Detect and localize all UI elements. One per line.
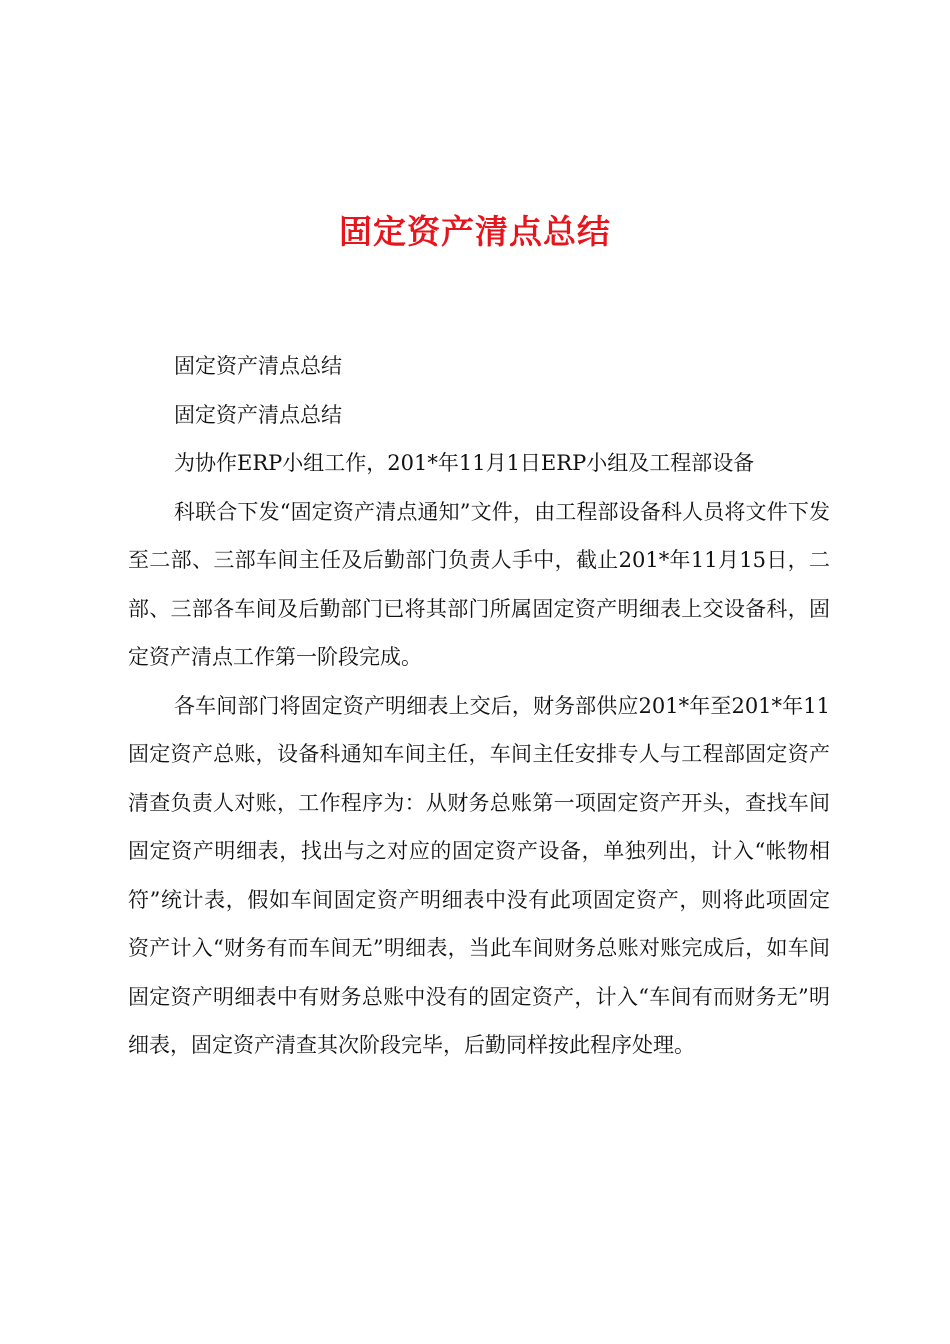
paragraph-subtitle-2: 固定资产清点总结 — [174, 402, 342, 427]
paragraph-stage-one: 科联合下发“固定资产清点通知”文件，由工程部设备科人员将文件下发至二部、三部车间主任及后勤部门负责人手中，截止201*年11月15日，二部、三部各车间及后勤部门已将其部门所属固定资产明细表上交设备科，固定资产清点工作第一阶段完成。 — [128, 499, 830, 669]
document-body — [128, 342, 830, 1070]
paragraph-subtitle-1: 固定资产清点总结 — [174, 354, 342, 378]
paragraph-stage-two: 各车间部门将固定资产明细表上交后，财务部供应201*年至201*年11固定资产总账，设备科通知车间主任，车间主任安排专人与工程部固定资产清查负责人对账，工作程序为：从财务总账第一项固定资产开头，查找车间固定资产明细表，找出与之对应的固定资产设备，单独列出，计入“帐物相符”统计表，假如车间固定资产明细表中没有此项固定资产，则将此项固定资产计入“财务有而车间无”明细表，当此车间财务总账对账完成后，如车间固定资产明细表中有财务总账中没有的固定资产，计入“车间有而财务无”明细表，固定资产清查其次阶段完毕，后勤同样按此程序处理。 — [128, 693, 830, 1057]
document-title: 固定资产清点总结 — [339, 212, 611, 251]
paragraph-intro: 为协作ERP小组工作，201*年11月1日ERP小组及工程部设备 — [174, 451, 755, 475]
